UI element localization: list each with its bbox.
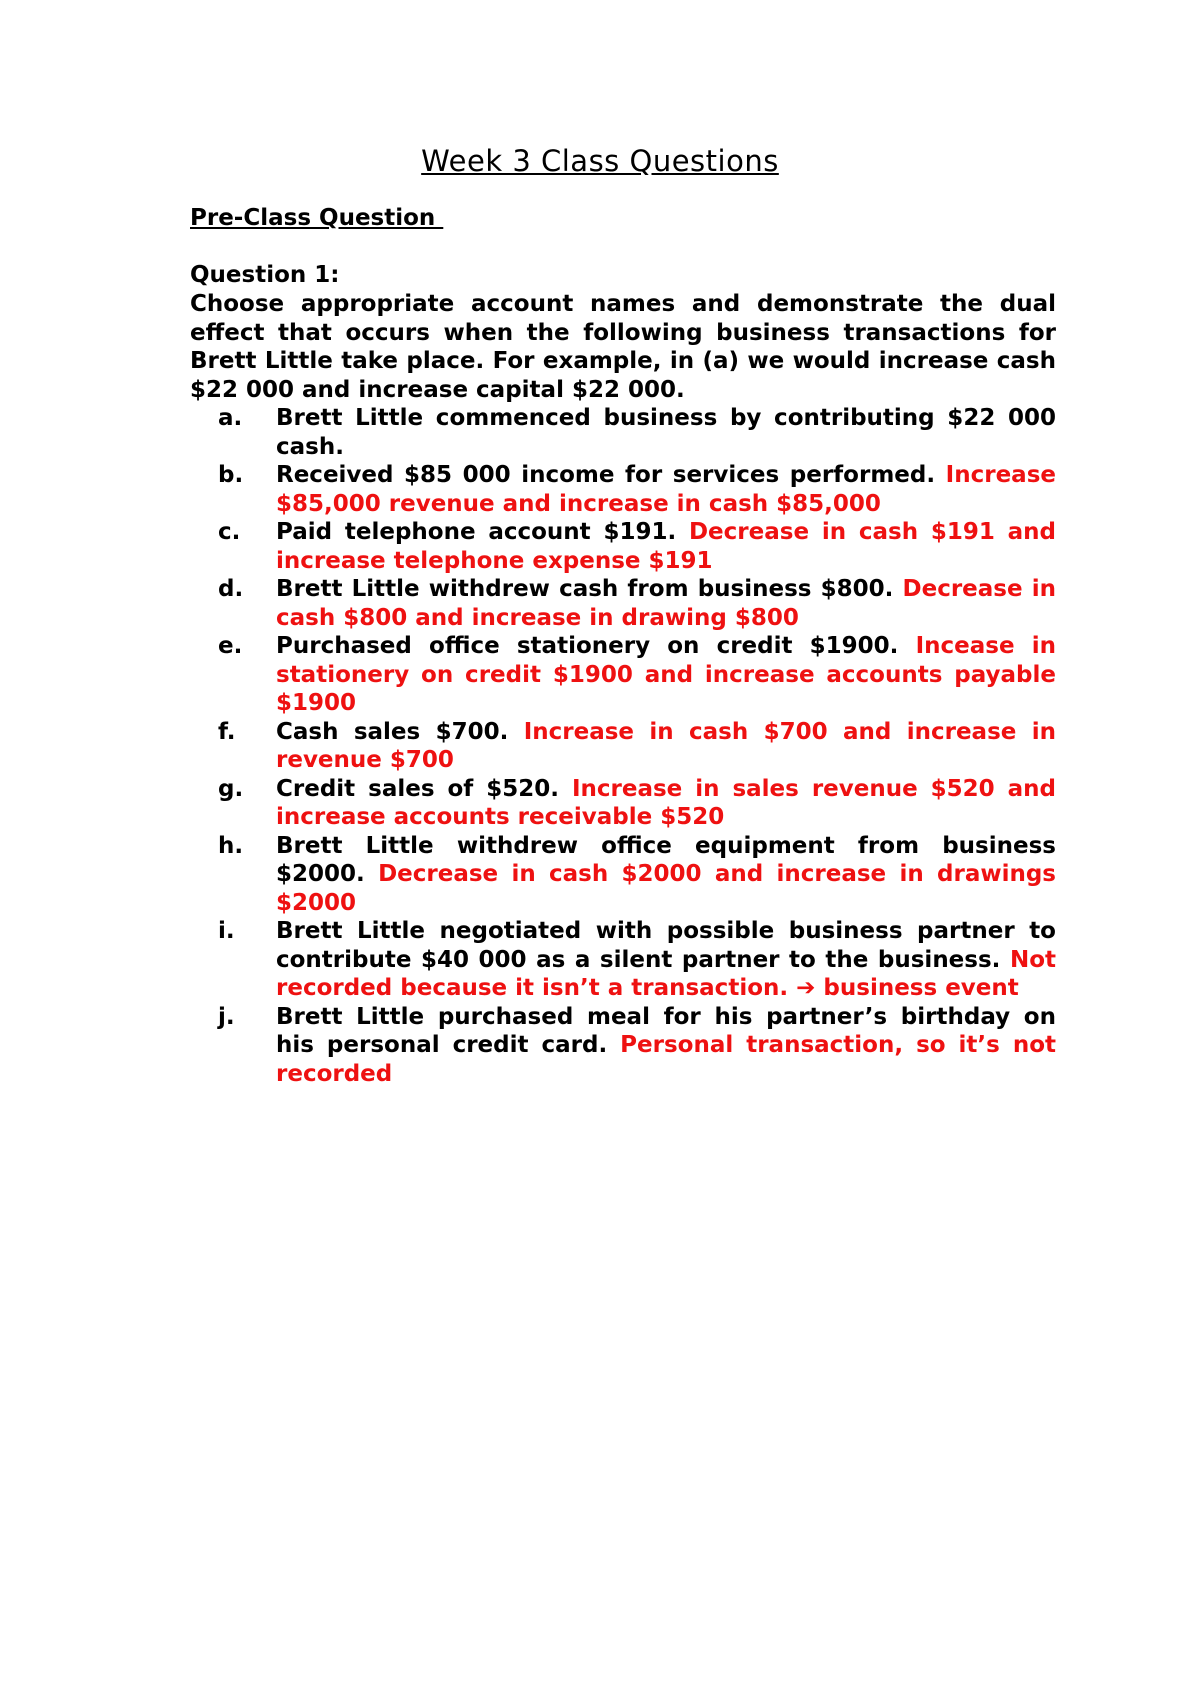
item-question: Received $85 000 income for services performed.: [276, 462, 936, 488]
item-letter: h.: [218, 832, 244, 859]
item-letter: f.: [218, 718, 236, 745]
item-question: Credit sales of $520.: [276, 775, 559, 802]
item-question: Cash sales $700.: [276, 718, 509, 745]
item-letter: a.: [218, 405, 243, 431]
question-label: Question 1:: [190, 262, 340, 288]
list-item: [190, 832, 1056, 918]
section-heading: Pre-Class Question: [190, 205, 444, 231]
list-item: [190, 632, 1056, 718]
item-answer: Decrease in cash $800 and increase in drawing $800: [276, 576, 1056, 631]
item-answer: Increase $85,000 revenue and increase in cash $85,000: [276, 462, 1056, 517]
item-answer: Not recorded because it isn’t a transaction.: [276, 946, 1056, 1001]
list-item: [190, 718, 1056, 775]
item-letter: d.: [218, 576, 244, 602]
list-item: [190, 575, 1056, 632]
list-item: [190, 775, 1056, 832]
item-letter: e.: [218, 633, 243, 659]
item-question: Brett Little withdrew cash from business $800.: [276, 576, 894, 602]
item-question: Paid telephone account $191.: [276, 519, 689, 545]
item-question: Purchased office stationery on credit $1900.: [276, 633, 899, 659]
list-item: [190, 1003, 1056, 1089]
item-answer: Incease in stationery on credit $1900 and increase accounts payable $1900: [276, 633, 1056, 716]
list-item: [190, 461, 1056, 518]
item-answer: Decrease in cash $2000 and increase in drawings $2000: [276, 861, 1056, 916]
item-letter: g.: [218, 775, 244, 802]
transaction-list: [190, 404, 1056, 1088]
item-answer: Increase in sales revenue $520 and increase accounts receivable $520: [276, 775, 1056, 830]
document-title: Week 3 Class Questions: [421, 144, 779, 178]
item-letter: b.: [218, 462, 244, 488]
item-question: Brett Little negotiated with possible business partner to contribute $40 000 as a silent partner to the business.: [276, 918, 1056, 973]
question-intro: Choose appropriate account names and demonstrate the dual effect that occurs when the following business transactions for Brett Little take place. For example, in (a) we would increase cash $22 000 and increase capital $22 000.: [190, 291, 1056, 403]
item-answer-suffix: business event: [823, 975, 1019, 1001]
item-letter: i.: [218, 918, 235, 944]
list-item: [190, 404, 1056, 461]
item-letter: j.: [218, 1003, 235, 1030]
item-answer: Personal transaction, so it’s not recorded: [276, 1032, 1056, 1087]
item-letter: c.: [218, 519, 241, 545]
item-question: Brett Little commenced business by contributing $22 000 cash.: [276, 405, 1056, 460]
item-question: Brett Little withdrew office equipment from business $2000.: [276, 832, 1056, 887]
item-question: Brett Little purchased meal for his partner’s birthday on his personal credit card.: [276, 1003, 1056, 1058]
item-answer: Decrease in cash $191 and increase telephone expense $191: [276, 519, 1056, 574]
right-arrow-icon: ➔: [796, 975, 816, 1001]
list-item: [190, 518, 1056, 575]
list-item: [190, 917, 1056, 1003]
item-answer: Increase in cash $700 and increase in revenue $700: [276, 718, 1056, 773]
